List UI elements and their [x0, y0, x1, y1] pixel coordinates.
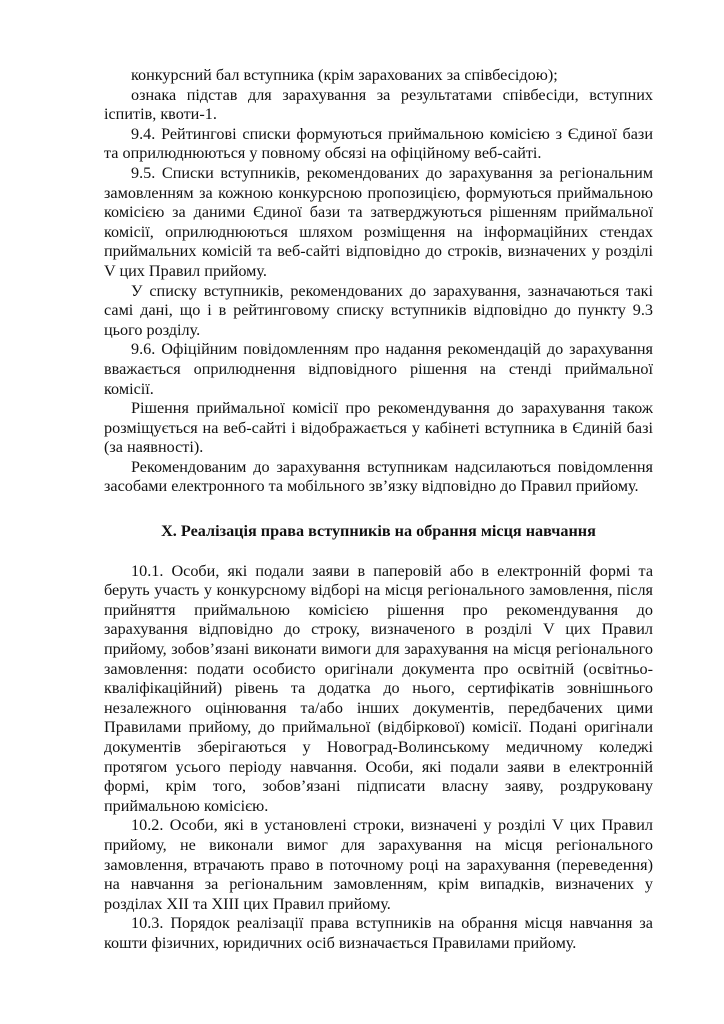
paragraph-admission-basis: ознака підстав для зарахування за результатами співбесіди, вступних іспитів, квоти-1. — [104, 85, 653, 124]
paragraph-10-3: 10.3. Порядок реалізації права вступників на обрання місця навчання за кошти фізичних, юридичних осіб визначається Правилами прийому. — [104, 914, 653, 952]
paragraph-10-2: 10.2. Особи, які в установлені строки, визначені у розділі V цих Правил прийому, не виконали вимог для зарахування на місця регіонального замовлення, втрачають право в поточному році на зарахування (переведення) на навчання за регіональним замовленням, крім випадків, визначених у розділах XII та XIII цих Правил прийому. — [104, 816, 653, 913]
section-heading: X. Реалізація права вступників на обрання місця навчання — [161, 522, 596, 541]
paragraph-10-1: 10.1. Особи, які подали заяви в паперовій або в електронній формі та беруть участь у конкурсному відборі на місця регіонального замовлення, після прийняття приймальною комісією рішення про рекомендування до зарахування відповідно до строку, визначеного в розділі V цих Правил прийому, зобов’язані виконати вимоги для зарахування на місця регіонального замовлення: подати особисто оригінали документа про освітній (освітньо-кваліфікаційний) рівень та додатка до нього, сертифікатів зовнішнього незалежного оцінювання та/або інших документів, передбачених цими Правилами прийому, до приймальної (відбіркової) комісії. Подані оригінали документів зберігаються у Новоград-Волинському медичному коледжі протягом усього періоду навчання. Особи, які подали заяви в електронній формі, крім того, зобов’язані підписати власну заяву, роздруковану приймальною комісією. — [104, 561, 653, 815]
paragraph-9-5: 9.5. Списки вступників, рекомендованих до зарахування за регіональним замовленням за кожною конкурсною пропозицією, формуються приймальною комісією за даними Єдиної бази та затверджуються рішенням приймальної комісії, оприлюднюються шляхом розміщення на інформаційних стендах приймальних комісій та веб-сайті відповідно до строків, визначених у розділі V цих Правил прийому. — [104, 163, 653, 280]
paragraph-decision-website: Рішення приймальної комісії про рекомендування до зарахування також розміщується на веб-сайті і відображається у кабінеті вступника в Єдиній базі (за наявності). — [104, 399, 653, 457]
paragraph-9-6: 9.6. Офіційним повідомленням про надання рекомендацій до зарахування вважається оприлюднення відповідного рішення на стенді приймальної комісії. — [104, 340, 653, 398]
paragraph-9-4: 9.4. Рейтингові списки формуються приймальною комісією з Єдиної бази та оприлюднюються у повному обсязі на офіційному веб-сайті. — [104, 124, 653, 163]
paragraph-notifications: Рекомендованим до зарахування вступникам надсилаються повідомлення засобами електронного та мобільного зв’язку відповідно до Правил прийому. — [104, 457, 653, 496]
document-page — [104, 66, 653, 954]
paragraph-competitive-score: конкурсний бал вступника (крім зарахованих за співбесідою); — [131, 66, 558, 84]
paragraph-recommended-list: У списку вступників, рекомендованих до зарахування, зазначаються такі самі дані, що і в рейтинговому списку вступників відповідно до пункту 9.3 цього розділу. — [104, 281, 653, 339]
